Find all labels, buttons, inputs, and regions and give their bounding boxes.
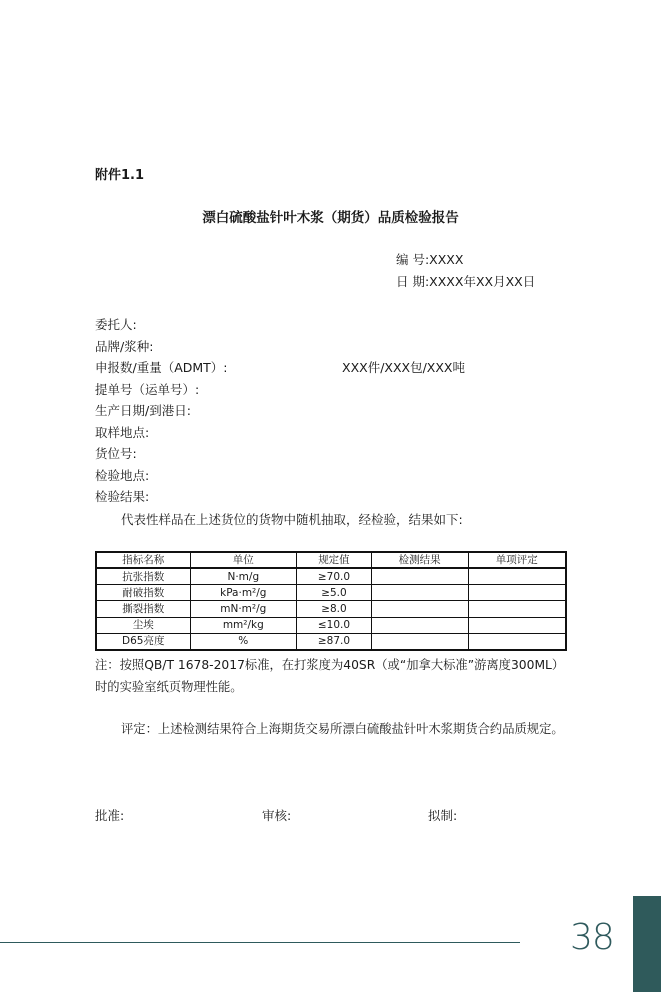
evaluation-text: 评定：上述检测结果符合上海期货交易所漂白硫酸盐针叶木浆期货合约品质规定。 xyxy=(121,722,564,736)
page-number: 38 xyxy=(570,917,614,958)
table-cell xyxy=(468,601,566,617)
side-tab-decoration xyxy=(633,896,661,992)
report-date: 日 期:XXXX年XX月XX日 xyxy=(396,274,536,289)
field-brand xyxy=(95,336,575,358)
field-label: 取样地点: xyxy=(95,424,150,440)
field-label: 申报数/重量（ADMT）: xyxy=(95,360,228,375)
field-label: 提单号（运单号）: xyxy=(95,381,200,397)
field-sampling-place xyxy=(95,422,575,444)
table-row xyxy=(96,617,566,633)
report-number: 编 号:XXXX xyxy=(396,252,464,267)
info-fields xyxy=(95,314,575,508)
table-cell xyxy=(468,633,566,649)
field-label: 委托人: xyxy=(95,317,137,332)
table-cell: ≥8.0 xyxy=(297,601,372,617)
field-label: 检验地点: xyxy=(95,467,150,483)
table-row xyxy=(96,601,566,617)
field-label: 货位号: xyxy=(95,446,137,461)
table-cell xyxy=(371,633,468,649)
table-cell xyxy=(371,617,468,633)
table-cell: 耐破指数 xyxy=(96,585,190,601)
table-cell xyxy=(468,585,566,601)
table-cell: 抗张指数 xyxy=(96,568,190,584)
approve-signature: 批准: xyxy=(95,808,125,823)
table-cell xyxy=(371,601,468,617)
table-row xyxy=(96,633,566,649)
table-cell: 尘埃 xyxy=(96,617,190,633)
note-text: 注：按照QB/T 1678-2017标准，在打浆度为40SR（或“加拿大标准”游离度300ML）时的实验室纸页物理性能。 xyxy=(95,658,565,694)
field-client xyxy=(95,314,575,336)
report-title: 漂白硫酸盐针叶木浆（期货）品质检验报告 xyxy=(202,210,459,226)
footer-divider xyxy=(0,942,520,943)
table-cell: ≥5.0 xyxy=(297,585,372,601)
table-row xyxy=(96,585,566,601)
review-signature: 审核: xyxy=(262,808,292,823)
table-cell: mm²/kg xyxy=(190,617,297,633)
field-result xyxy=(95,486,575,508)
table-cell: % xyxy=(190,633,297,649)
table-cell: 撕裂指数 xyxy=(96,601,190,617)
field-value: XXX件/XXX包/XXX吨 xyxy=(342,360,465,375)
table-cell xyxy=(371,585,468,601)
table-cell: mN·m²/g xyxy=(190,601,297,617)
column-header: 指标名称 xyxy=(96,552,190,568)
attachment-label: 附件1.1 xyxy=(95,168,145,183)
column-header: 单位 xyxy=(190,552,297,568)
table-cell: ≥87.0 xyxy=(297,633,372,649)
table-header-row xyxy=(96,552,566,568)
field-label: 品牌/浆种: xyxy=(95,338,154,354)
table-cell: ≤10.0 xyxy=(297,617,372,633)
intro-text: 代表性样品在上述货位的货物中随机抽取，经检验，结果如下: xyxy=(121,512,463,527)
field-label: 检验结果: xyxy=(95,489,150,504)
table-cell: N·m/g xyxy=(190,568,297,584)
column-header: 检测结果 xyxy=(371,552,468,568)
quality-table xyxy=(95,551,567,651)
table-cell xyxy=(468,617,566,633)
column-header: 规定值 xyxy=(297,552,372,568)
table-cell xyxy=(371,568,468,584)
table-row xyxy=(96,568,566,584)
field-location-no xyxy=(95,443,575,465)
table-cell: D65亮度 xyxy=(96,633,190,649)
table-cell xyxy=(468,568,566,584)
field-production-date xyxy=(95,400,575,422)
field-label: 生产日期/到港日: xyxy=(95,403,191,418)
table-cell: ≥70.0 xyxy=(297,568,372,584)
column-header: 单项评定 xyxy=(468,552,566,568)
draft-signature: 拟制: xyxy=(428,808,458,823)
field-inspection-place xyxy=(95,465,575,487)
field-quantity xyxy=(95,357,575,379)
field-bill-no xyxy=(95,379,575,401)
table-cell: kPa·m²/g xyxy=(190,585,297,601)
